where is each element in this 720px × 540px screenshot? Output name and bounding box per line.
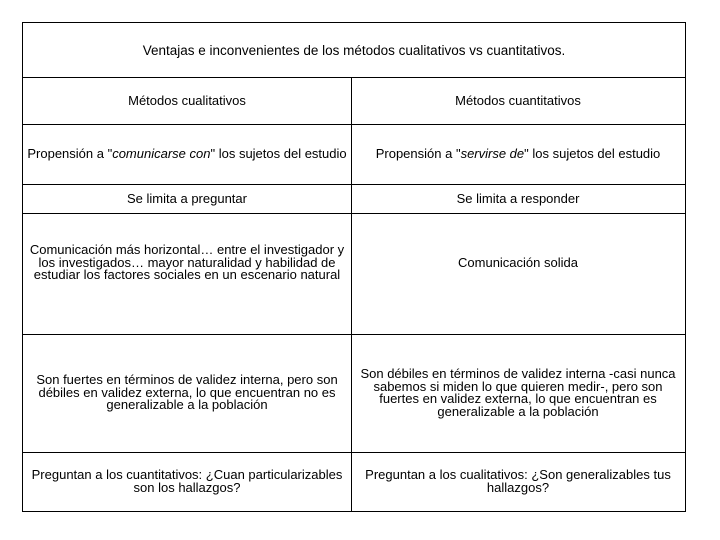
row-1-quantitative	[351, 124, 685, 184]
table-title: Ventajas e inconvenientes de los métodos cualitativos vs cuantitativos.	[23, 23, 685, 78]
row-4-qualitative: Son fuertes en términos de validez interna, pero son débiles en validez externa, lo que encuentran no es generalizable a la población	[36, 372, 338, 413]
header-qualitative: Métodos cualitativos	[128, 92, 246, 108]
header-quantitative: Métodos cuantitativos	[455, 92, 581, 108]
row-5-qualitative: Preguntan a los cuantitativos: ¿Cuan particularizables son los hallazgos?	[31, 467, 343, 495]
row-1-quantitative-text	[375, 145, 661, 161]
row-2-qualitative: Se limita a preguntar	[127, 190, 247, 206]
row-1-left-pre: Propensión a "	[27, 145, 113, 161]
row-1-right-emphasis: servirse de	[460, 145, 525, 161]
row-5-quantitative: Preguntan a los cualitativos: ¿Son generalizables tus hallazgos?	[365, 467, 671, 495]
comparison-table	[22, 22, 686, 512]
row-2-quantitative: Se limita a responder	[456, 190, 580, 206]
row-1-left-post: " los sujetos del estudio	[210, 145, 347, 161]
row-4-quantitative: Son débiles en términos de validez interna -casi nunca sabemos si miden lo que quieren medir-, pero son fuertes en validez externa, lo que encuentran es generalizable a la población	[360, 366, 676, 419]
row-1-qualitative-text	[27, 145, 347, 161]
row-1-left-emphasis: comunicarse con	[112, 145, 211, 161]
row-3-qualitative: Comunicación más horizontal… entre el investigador y los investigados… mayor naturalidad y habilidad de estudiar los factores sociales en un escenario natural	[29, 242, 345, 283]
row-1-right-post: " los sujetos del estudio	[524, 145, 661, 161]
row-1-right-pre: Propensión a "	[375, 145, 461, 161]
row-3-quantitative: Comunicación solida	[458, 254, 578, 270]
row-1-qualitative	[23, 124, 351, 184]
